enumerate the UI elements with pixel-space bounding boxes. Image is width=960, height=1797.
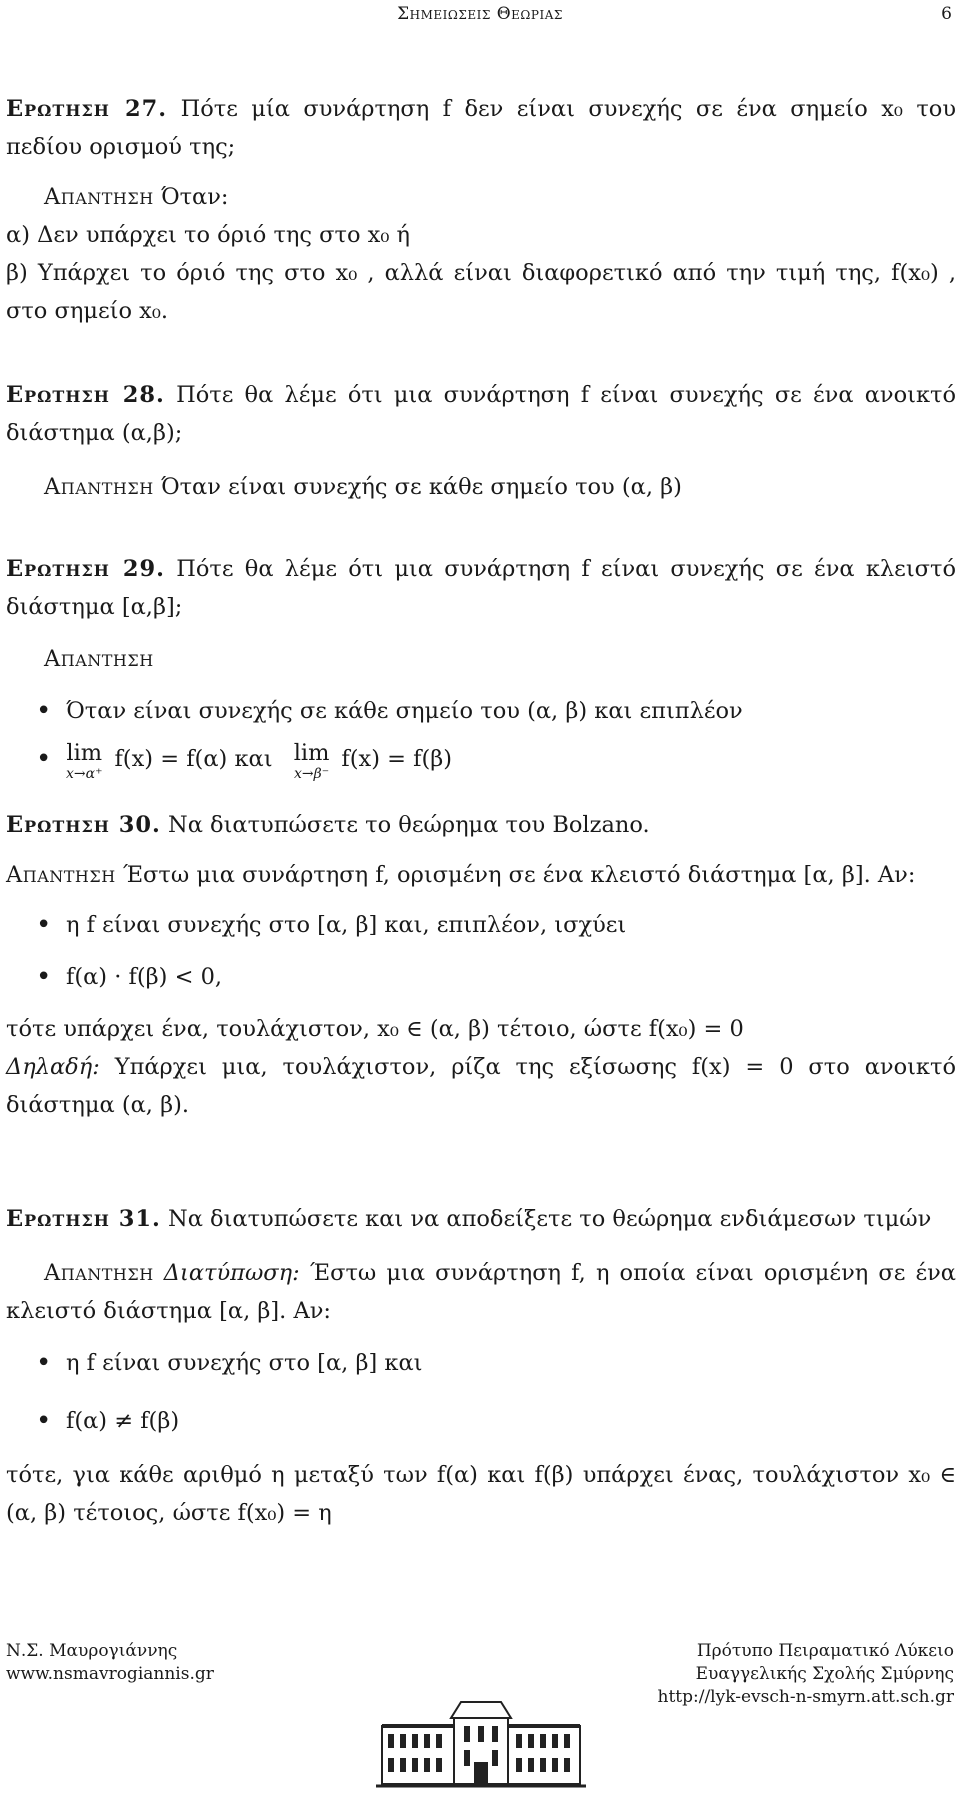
lim-subscript-1: x→α⁺ <box>66 766 103 782</box>
footer-school-site[interactable]: http://lyk-evsch-n-smyrn.att.sch.gr <box>657 1687 954 1707</box>
footer-author: Ν.Σ. Μαυρογιάννης <box>6 1641 178 1661</box>
footer-author-block <box>6 1640 214 1686</box>
question-29-heading: Ερωτηση 29. <box>6 556 165 582</box>
answer-27-line-b: β) Υπάρχει το όριό της στο x₀ , αλλά είναι διαφορετικό από την τιμή της, f(x₀) , στο σημείο x₀. <box>6 260 956 324</box>
limit-right <box>294 740 330 782</box>
question-31-heading: Ερωτηση 31. <box>6 1206 161 1232</box>
question-30-text: Να διατυπώσετε το θεώρημα του Bolzano. <box>168 812 650 838</box>
school-building-logo <box>376 1696 586 1792</box>
answer-30-bullet-1: • η f είναι συνεχής στο [α, β] και, επιπλέον, ισχύει <box>6 906 956 944</box>
lim-word-1: • lim <box>66 740 103 766</box>
header-title: Σημειωσεις Θεωριας <box>397 4 563 24</box>
footer-school-block <box>658 1640 955 1709</box>
question-29 <box>6 550 956 796</box>
answer-31-text: Έστω μια συνάρτηση f, η οποία είναι ορισμένη σε ένα κλειστό διάστημα [α, β]. Αν: <box>6 1260 957 1324</box>
answer-27-line-a: α) Δεν υπάρχει το όριό της στο x₀ ή <box>6 222 410 248</box>
answer-30-meaning-label: Δηλαδή: <box>6 1054 100 1080</box>
answer-31-bullet-1: • η f είναι συνεχής στο [α, β] και <box>6 1344 956 1382</box>
lim-expression-1: f(x) = f(α) και <box>114 746 273 772</box>
answer-27-label: Απαντηση <box>44 184 154 210</box>
answer-30-meaning: Υπάρχει μια, τουλάχιστον, ρίζα της εξίσωσης f(x) = 0 στο ανοικτό διάστημα (α, β). <box>6 1054 956 1118</box>
footer-school-line-1: Πρότυπο Πειραματικό Λύκειο <box>696 1641 954 1661</box>
question-28 <box>6 376 956 506</box>
question-27-heading: Ερωτηση 27. <box>6 96 168 122</box>
question-30 <box>6 806 956 1124</box>
lim-subscript-2: x→β⁻ <box>294 766 330 782</box>
question-28-text: Πότε θα λέμε ότι μια συνάρτηση f είναι συνεχής σε ένα ανοικτό διάστημα (α,β); <box>6 382 957 446</box>
answer-28-label: Απαντηση <box>44 474 154 500</box>
footer-school-line-2: Ευαγγελικής Σχολής Σμύρνης <box>695 1664 954 1684</box>
footer-author-site[interactable]: www.nsmavrogiannis.gr <box>6 1664 214 1684</box>
question-31 <box>6 1200 956 1532</box>
answer-30-text: Έστω μια συνάρτηση f, ορισμένη σε ένα κλειστό διάστημα [α, β]. Αν: <box>122 862 916 888</box>
answer-31-label: Απαντηση <box>44 1260 154 1286</box>
limit-left <box>66 740 102 782</box>
lim-expression-2: f(x) = f(β) <box>341 746 453 772</box>
answer-29-bullet-2 <box>6 740 956 796</box>
answer-27-intro: Όταν: <box>160 184 229 210</box>
question-31-text: Να διατυπώσετε και να αποδείξετε το θεώρημα ενδιάμεσων τιμών <box>168 1206 932 1232</box>
question-27-text: Πότε μία συνάρτηση f δεν είναι συνεχής σε ένα σημείο x₀ του πεδίου ορισμού της; <box>6 96 956 160</box>
answer-31-conclusion: τότε, για κάθε αριθμό η μεταξύ των f(α) και f(β) υπάρχει ένας, τουλάχιστον x₀ ∈ (α, β) τέτοιος, ώστε f(x₀) = η <box>6 1462 956 1526</box>
question-29-text: Πότε θα λέμε ότι μια συνάρτηση f είναι συνεχής σε ένα κλειστό διάστημα [α,β]; <box>6 556 956 620</box>
page-header <box>6 2 954 26</box>
answer-29-label: Απαντηση <box>44 646 154 672</box>
lim-word-2: lim <box>293 740 330 766</box>
question-30-heading: Ερωτηση 30. <box>6 812 161 838</box>
answer-31-statement-label: Διατύπωση: <box>163 1260 300 1286</box>
answer-30-bullet-2: • f(α) · f(β) < 0, <box>6 958 956 996</box>
answer-30-conclusion: τότε υπάρχει ένα, τουλάχιστον, x₀ ∈ (α, β) τέτοιο, ώστε f(x₀) = 0 <box>6 1016 744 1042</box>
question-27 <box>6 90 956 330</box>
page-number: 6 <box>941 4 952 24</box>
answer-31-bullet-2: • f(α) ≠ f(β) <box>6 1402 956 1440</box>
answer-30-label: Απαντηση <box>6 862 116 888</box>
question-28-heading: Ερωτηση 28. <box>6 382 165 408</box>
answer-28-text: Όταν είναι συνεχής σε κάθε σημείο του (α, β) <box>160 474 682 500</box>
answer-29-bullet-1: • Όταν είναι συνεχής σε κάθε σημείο του (α, β) και επιπλέον <box>6 692 956 730</box>
